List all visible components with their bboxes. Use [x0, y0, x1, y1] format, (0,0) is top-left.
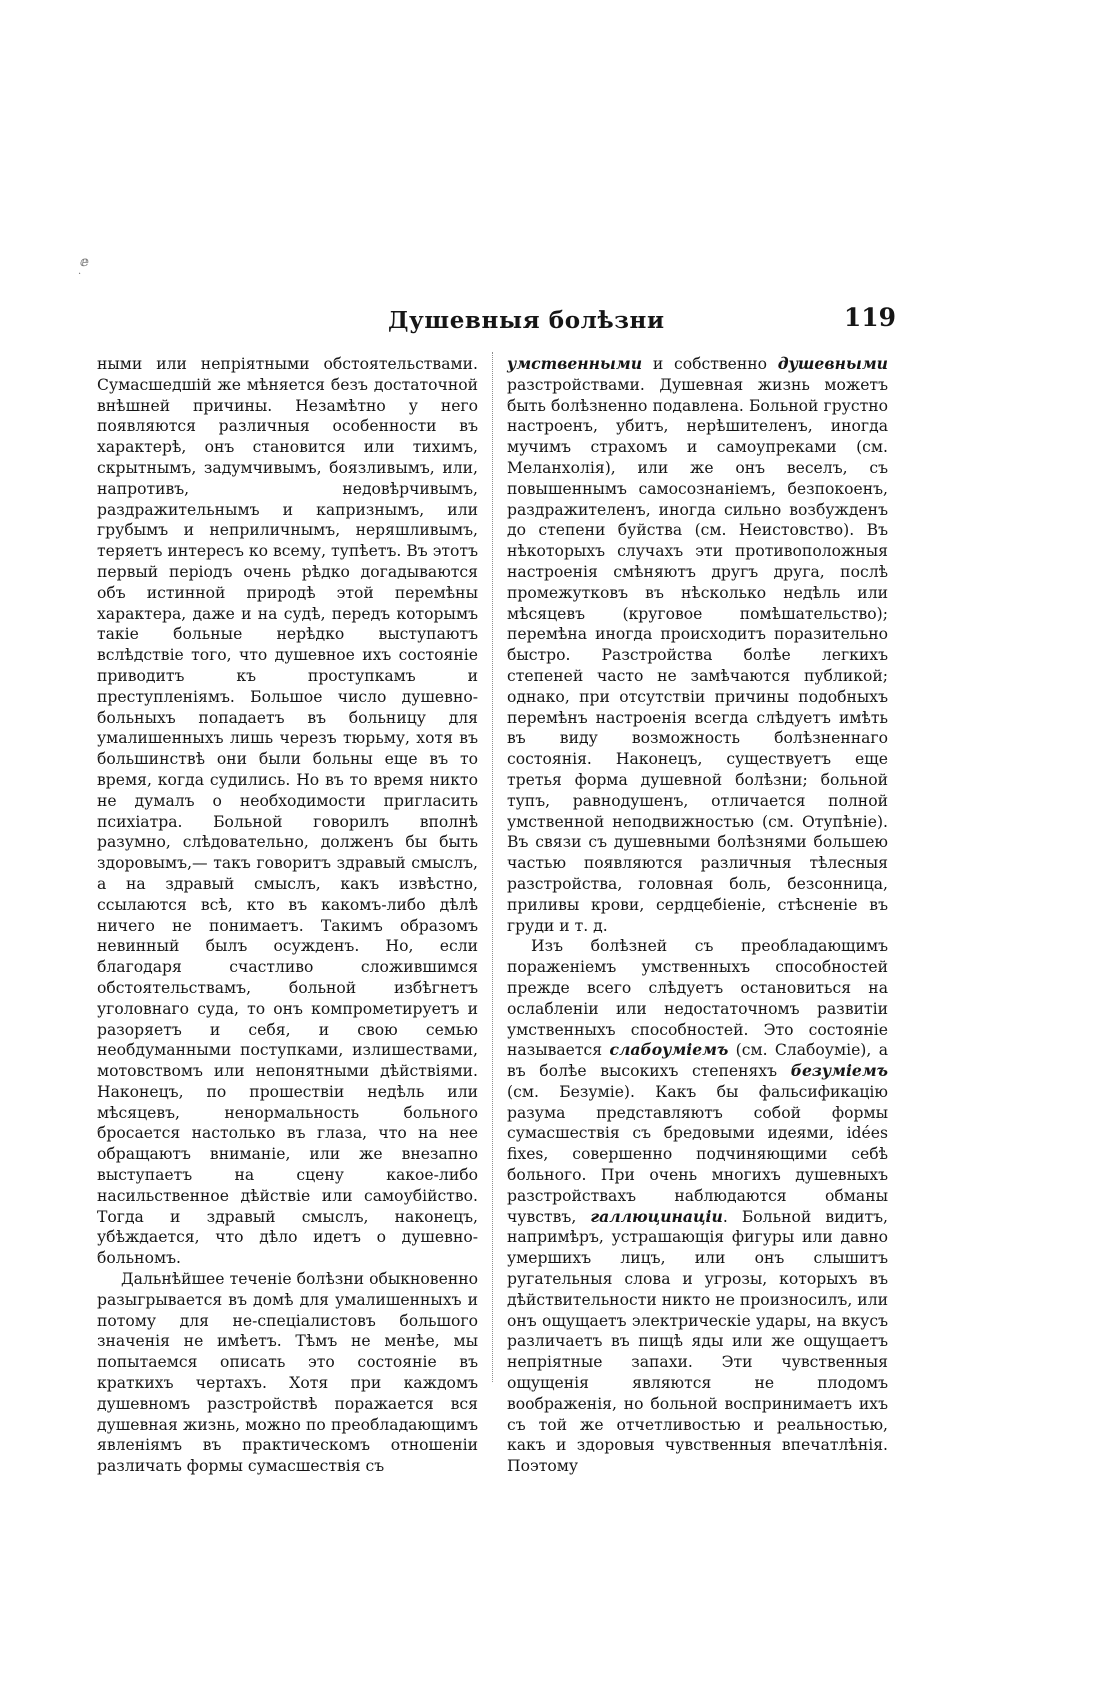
italic-term: слабоуміемъ: [609, 1040, 729, 1060]
text-run: и собственно: [642, 355, 778, 373]
scan-speck: ·: [78, 269, 82, 280]
paragraph: Дальнѣйшее теченіе болѣзни обыкновенно разыгрывается въ домѣ для умалишенныхъ и потому для не-спеціалистовъ большого значенія не имѣетъ. Тѣмъ не менѣе, мы попытаемся описать это состояніе въ краткихъ чертахъ. Хотя при каждомъ душевномъ разстройствѣ поражается вся душевная жизнь, можно по преобладающимъ явленіямъ въ практическомъ отношеніи различать формы сумасшествія съ: [97, 1270, 478, 1476]
italic-term: безуміемъ: [790, 1061, 888, 1081]
text-run: (см. Безуміе). Какъ бы фальсификацію разума представляютъ собой формы сумасшествія съ бредовыми идеями, idées fixes, совершенно подчиняющими себѣ больного. При очень многихъ душевныхъ разстройствахъ наблюдаются обманы чувствъ,: [507, 1082, 888, 1226]
running-title: Душевныя болѣзни: [388, 307, 665, 334]
italic-term: галлюцинаціи: [590, 1206, 723, 1226]
paragraph: [507, 354, 888, 936]
column-divider: [492, 352, 493, 1382]
right-column: [507, 354, 888, 1476]
paragraph: [507, 936, 888, 1477]
page-number: 119: [843, 303, 896, 332]
text-run: (см. Слабоуміе), а въ болѣе высокихъ степеняхъ: [507, 1041, 888, 1081]
italic-term: умственными: [507, 354, 643, 373]
left-column: [97, 354, 478, 1476]
paragraph: ными или непріятными обстоятельствами. Сумасшедшій же мѣняется безъ достаточной внѣшней причины. Незамѣтно у него появляются различныя особенности въ характерѣ, онъ становится или тихимъ, скрытнымъ, задумчивымъ, боязливымъ, или, напротивъ, недовѣрчивымъ, раздражительнымъ и капризнымъ, или грубымъ и неприличнымъ, неряшливымъ, теряетъ интересъ ко всему, тупѣетъ. Въ этотъ первый періодъ очень рѣдко догадываются объ истинной природѣ этой перемѣны характера, даже и на судѣ, передъ которымъ такіе больные нерѣдко выступаютъ вслѣдствіе того, что душевное ихъ состояніе приводитъ къ проступкамъ и преступленіямъ. Большое число душевно-больныхъ попадаетъ въ больницу для умалишенныхъ лишь черезъ тюрьму, хотя въ большинствѣ они были больны еще въ то время, когда судились. Но въ то время никто не думалъ о необходимости пригласить психіатра. Больной говорилъ вполнѣ разумно, слѣдовательно, долженъ бы быть здоровымъ,— такъ говоритъ здравый смыслъ, а на здравый смыслъ, какъ извѣстно, ссылаются всѣ, кто въ какомъ-либо дѣлѣ ничего не понимаетъ. Такимъ образомъ невинный былъ осужденъ. Но, если благодаря счастливо сложившимся обстоятельствамъ, больной избѣгнетъ уголовнаго суда, то онъ компрометируетъ и разоряетъ и себя, и свою семью необдуманными поступками, излишествами, мотовствомъ или непонятными дѣйствіями. Наконецъ, по прошествіи недѣль или мѣсяцевъ, ненормальность больного бросается настолько въ глаза, что на нее обращаютъ вниманіе, или же внезапно выступаетъ на сцену какое-либо насильственное дѣйствіе или самоубійство. Тогда и здравый смыслъ, наконецъ, убѣждается, что дѣло идетъ о душевно-больномъ.: [97, 355, 478, 1268]
italic-term: душевными: [777, 354, 888, 373]
text-run: . Больной видитъ, напримѣръ, устрашающія фигуры или давно умершихъ лицъ, или онъ слышитъ ругательныя слова и угрозы, которыхъ въ дѣйствительности никто не произносилъ, или онъ ощущаетъ электрическіе удары, на вкусъ различаетъ въ пищѣ яды или же ощущаетъ непріятные запахи. Эти чувственныя ощущенія являются не плодомъ воображенія, но больной воспринимаетъ ихъ съ той же отчетливостью и реальностью, какъ и здоровыя чувственныя впечатлѣнія. Поэтому: [507, 1207, 888, 1476]
text-run: разстройствами. Душевная жизнь можетъ быть болѣзненно подавлена. Больной грустно настроенъ, убитъ, нерѣшителенъ, иногда мучимъ страхомъ и самоупреками (см. Меланхолія), или же онъ веселъ, съ повышеннымъ самосознаніемъ, безпокоенъ, раздражителенъ, иногда сильно возбужденъ до степени буйства (см. Неистовство). Въ нѣкоторыхъ случахъ эти противоположныя настроенія смѣняютъ другъ друга, послѣ промежутковъ въ нѣсколько недѣль или мѣсяцевъ (круговое помѣшательство); перемѣна иногда происходитъ поразительно быстро. Разстройства болѣе легкихъ степеней часто не замѣчаются публикой; однако, при отсутствіи причины подобныхъ перемѣнъ настроенія всегда слѣдуетъ имѣть въ виду возможность болѣзненнаго состоянія. Наконецъ, существуетъ еще третья форма душевной болѣзни; больной тупъ, равнодушенъ, отличается полной умственной неподвижностью (см. Отупѣніе). Въ связи съ душевными болѣзнями большею частью появляются различныя тѣлесныя разстройства, головная боль, безсонница, приливы крови, сердцебіеніе, стѣсненіе въ груди и т. д.: [507, 375, 888, 935]
text-run: Изъ болѣзней съ преобладающимъ пораженіемъ умственныхъ способностей прежде всего слѣдуетъ остановиться на ослабленіи или недостаточномъ развитіи умственныхъ способностей. Это состояніе называется: [507, 937, 888, 1060]
page-header: [90, 303, 896, 336]
scan-speck: ⅇ: [80, 254, 89, 270]
